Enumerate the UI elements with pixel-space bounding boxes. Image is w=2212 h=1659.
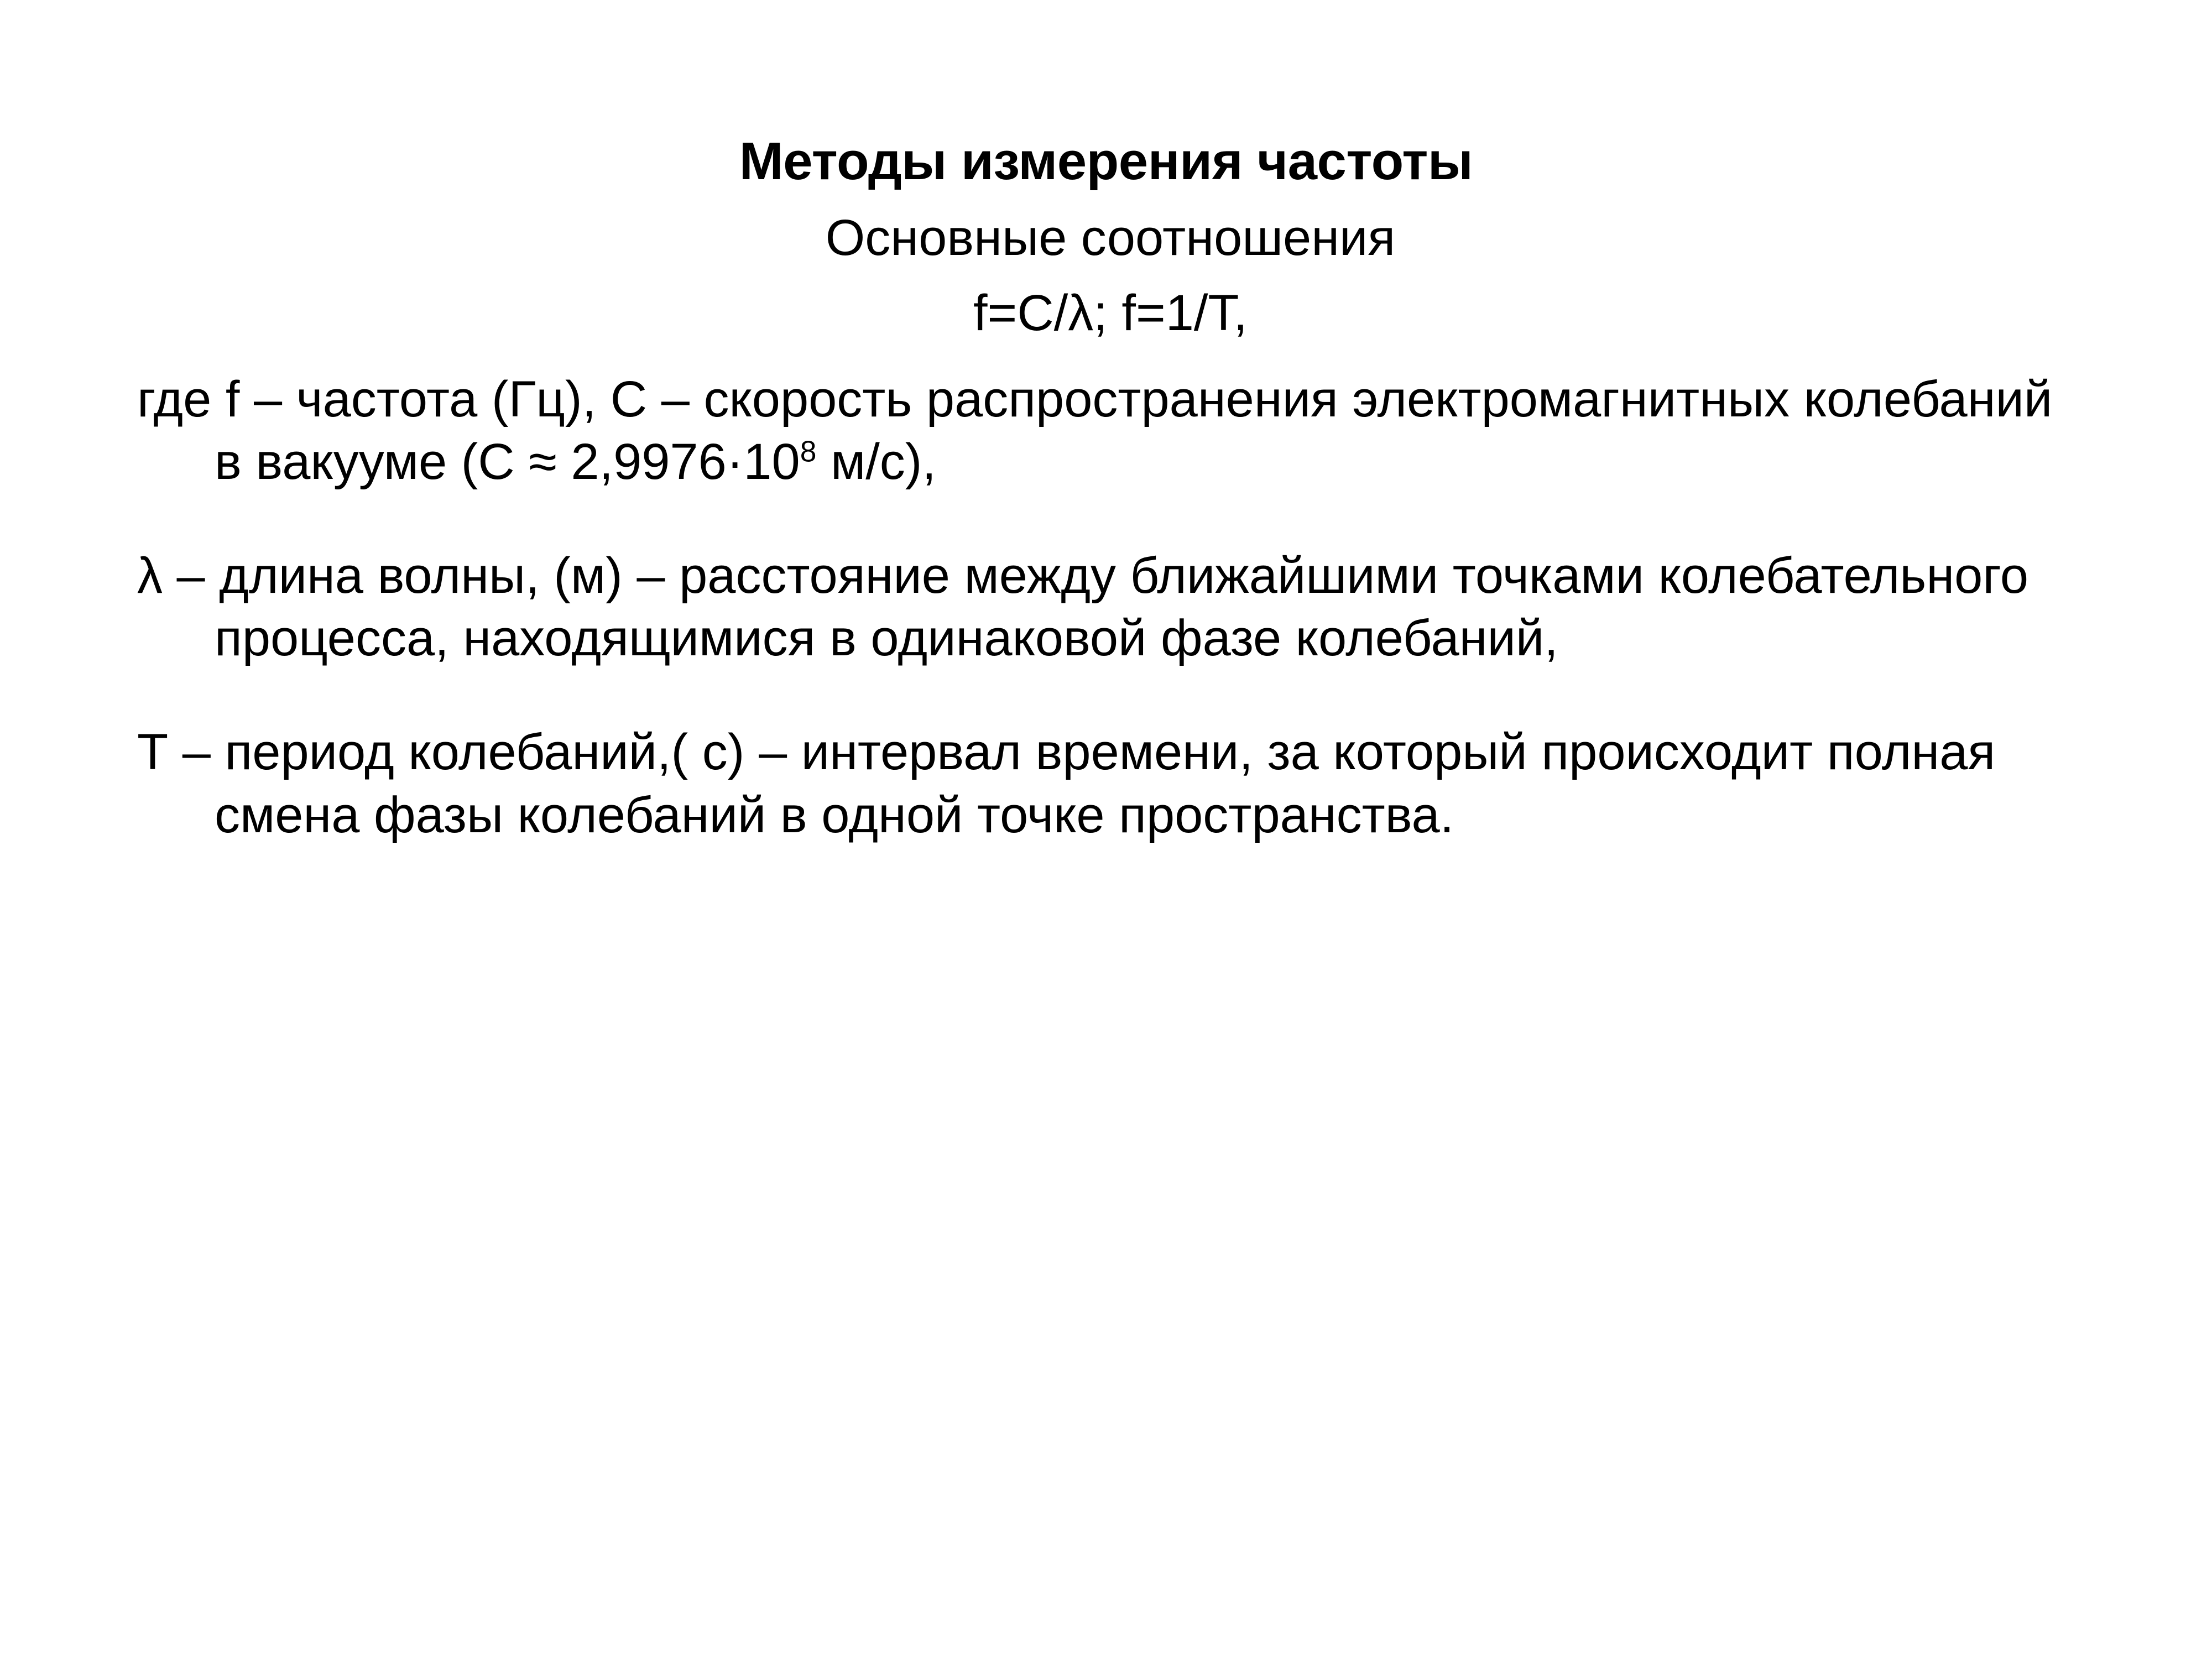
paragraph-definition-f-tail: м/с), [816,434,936,491]
formula-frequency: f=C/λ; f=1/T, [973,284,1248,341]
paragraph-definition-period: Т – период колебаний,( с) – интервал времени, за который происходит полная смена фазы колебаний в одной точке пространства. [137,723,1996,843]
paragraph-definition-lambda: λ – длина волны, (м) – расстояние между ближайшими точками колебательного процесса, находящимися в одинаковой фазе колебаний, [137,547,2029,667]
paragraph-definition-f-exponent: 8 [800,435,817,468]
page-title: Методы измерения частоты [739,132,1473,191]
subtitle-basic-relations: Основные соотношения [825,210,1396,266]
slide-body [137,206,2084,898]
paragraph-definition-f [137,368,2084,494]
paragraph-definition-f-lead: где f – частота (Гц), C – скорость распространения электромагнитных колебаний в вакууме (C ≈ 2,9976·10 [137,371,2053,491]
